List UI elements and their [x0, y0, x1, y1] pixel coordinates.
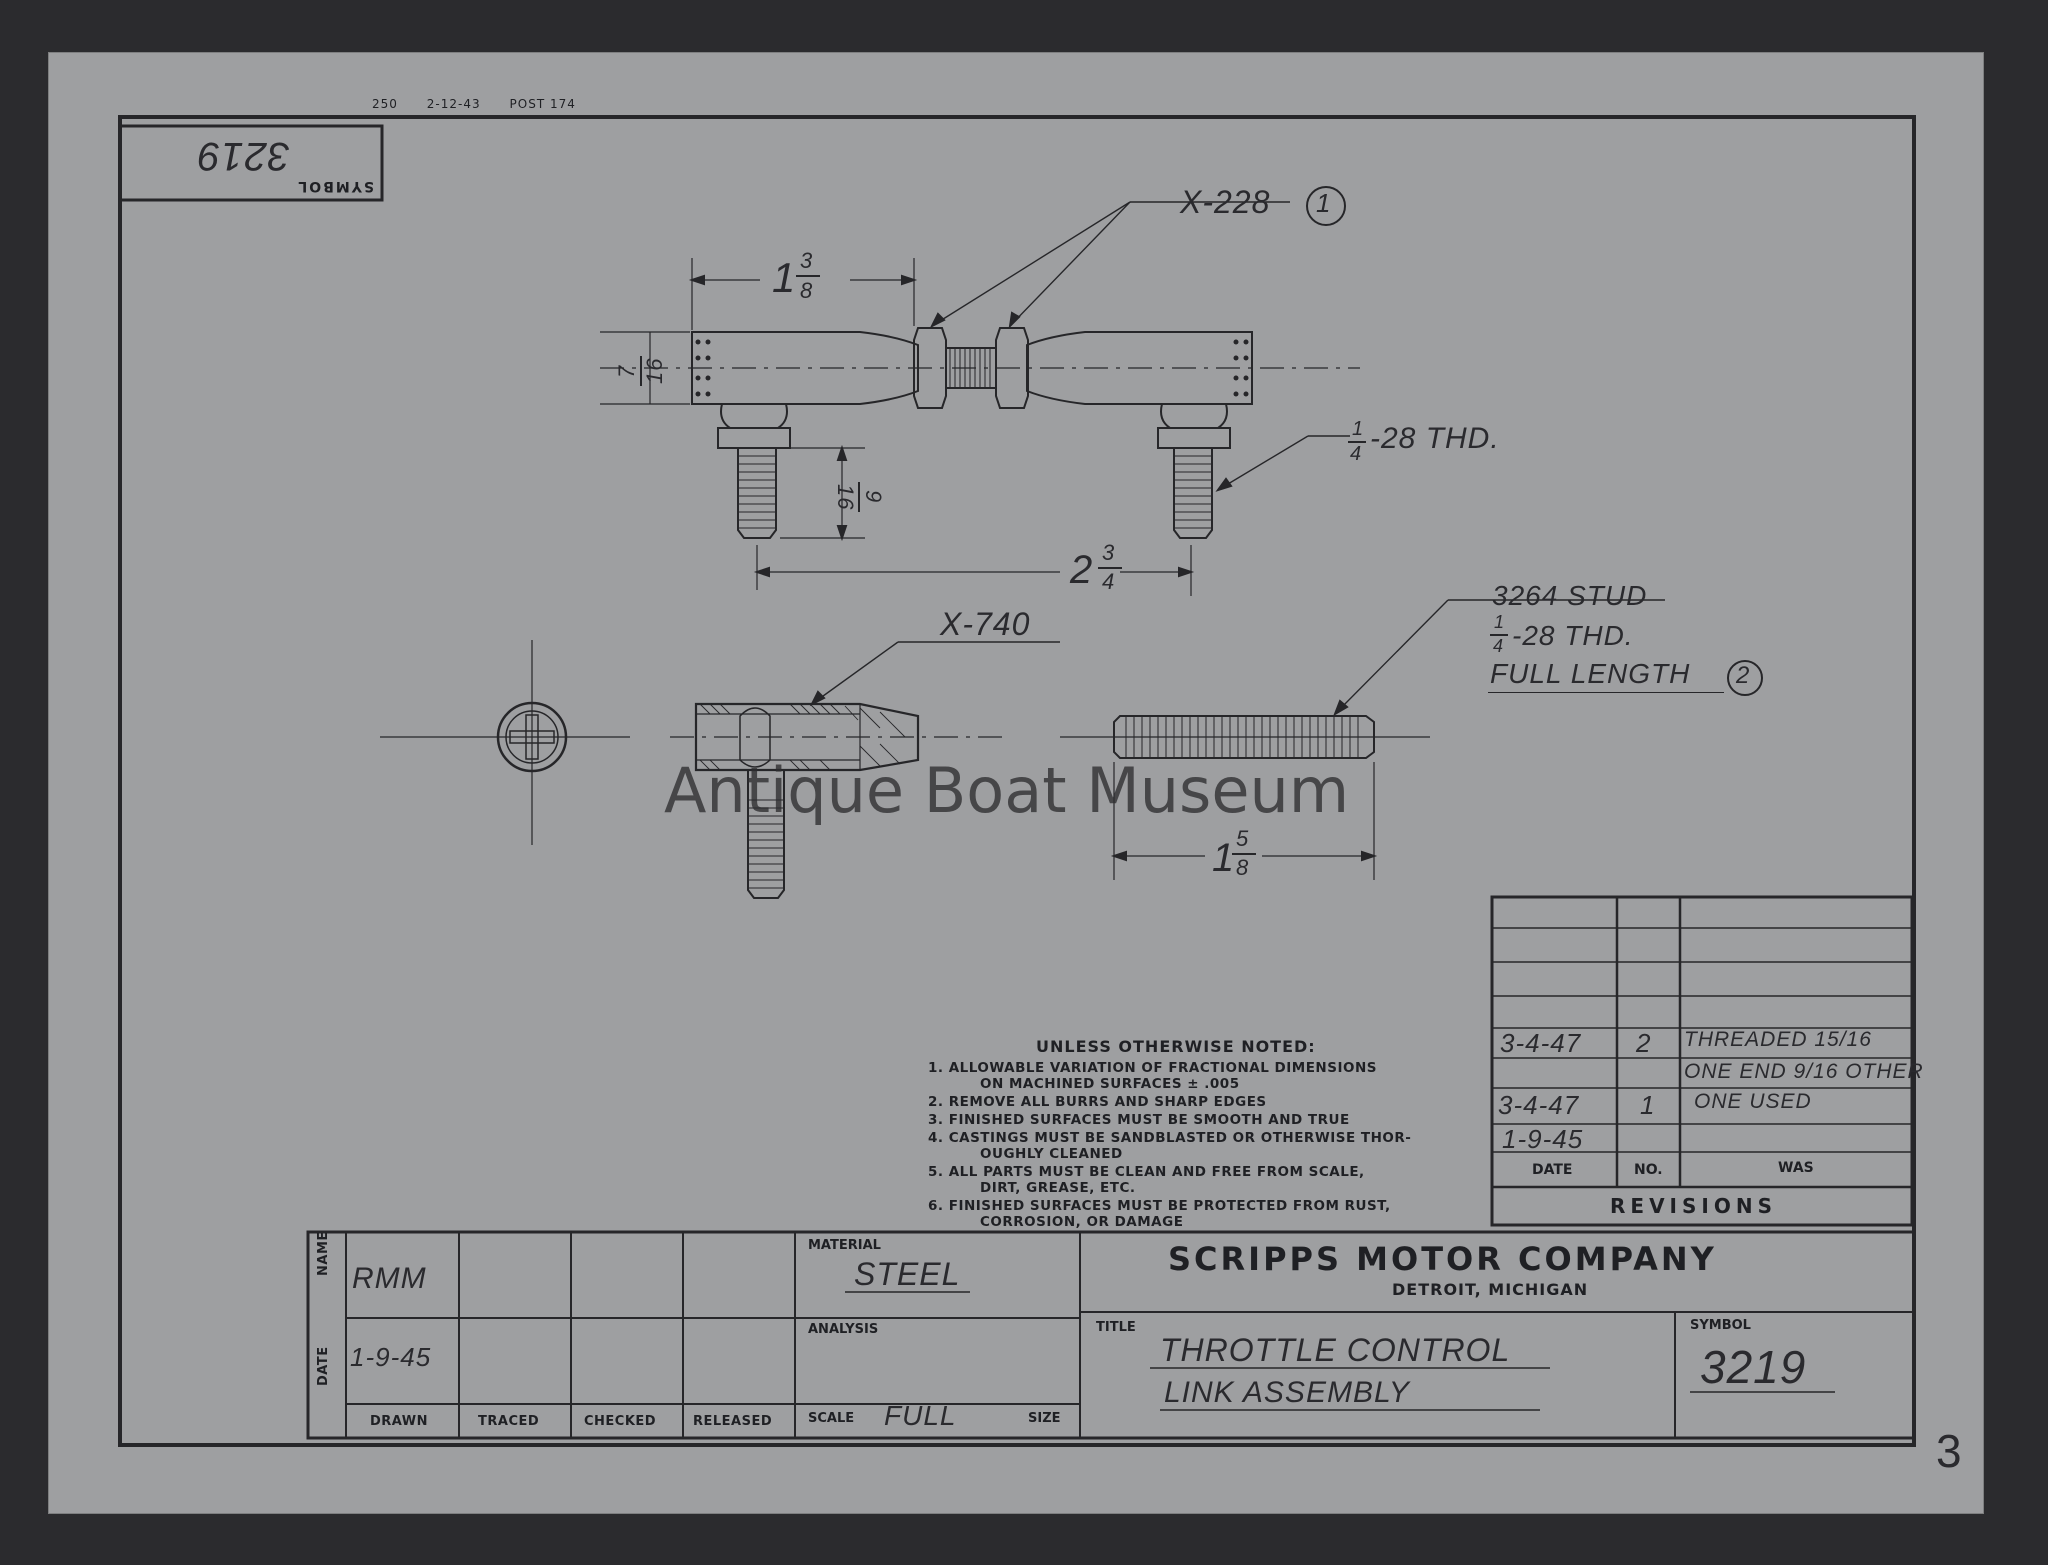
scale-label: SCALE — [808, 1411, 855, 1426]
note-line: 4. CASTINGS MUST BE SANDBLASTED OR OTHERWISE THOR- — [928, 1130, 1412, 1146]
thread-top-spec: -28 THD. — [1370, 422, 1500, 455]
revisions-title: REVISIONS — [1610, 1194, 1777, 1218]
note-line: ON MACHINED SURFACES ± .005 — [980, 1076, 1240, 1092]
col-traced: TRACED — [478, 1414, 540, 1429]
dim-top-den: 8 — [800, 278, 814, 303]
dim-left-num: 7 — [614, 364, 639, 378]
note-line: 1. ALLOWABLE VARIATION OF FRACTIONAL DIMENSIONS — [928, 1060, 1377, 1076]
stud-callout-number: 2 — [1736, 662, 1751, 689]
analysis-label: ANALYSIS — [808, 1322, 879, 1337]
dim-span-num: 3 — [1102, 540, 1116, 565]
revision-date: 3-4-47 — [1500, 1028, 1582, 1058]
dim-left-den: 16 — [642, 357, 667, 384]
stud-thread-spec: -28 THD. — [1512, 620, 1634, 651]
dim-stud-len-den: 8 — [1236, 855, 1250, 880]
scale-value: FULL — [884, 1400, 957, 1431]
symbol-box-label: SYMBOL — [296, 178, 374, 194]
note-line: DIRT, GREASE, ETC. — [980, 1180, 1136, 1196]
dim-stud — [833, 466, 886, 526]
col-drawn: DRAWN — [370, 1414, 428, 1429]
symbol-box-value: 3219 — [197, 134, 290, 178]
dim-stud-fraction-bar — [858, 482, 860, 512]
symbol-label: SYMBOL — [1690, 1318, 1751, 1333]
end-view — [380, 640, 630, 845]
company-name: SCRIPPS MOTOR COMPANY — [1168, 1240, 1717, 1278]
print-post: POST 174 — [509, 97, 576, 111]
stud-thread-num: 1 — [1494, 612, 1506, 632]
revision-number: 2 — [1636, 1028, 1652, 1058]
stud-length: FULL LENGTH — [1490, 658, 1691, 689]
dim-span-den: 4 — [1102, 569, 1116, 594]
revision-date: 1-9-45 — [1502, 1124, 1584, 1154]
company-city: DETROIT, MICHIGAN — [1392, 1280, 1589, 1299]
material-label: MATERIAL — [808, 1238, 881, 1253]
stud-callout-underline — [1488, 692, 1724, 693]
drawn-date: 1-9-45 — [350, 1342, 432, 1372]
revisions-header-was: WAS — [1778, 1160, 1814, 1176]
note-line: OUGHLY CLEANED — [980, 1146, 1123, 1162]
symbol-value: 3219 — [1700, 1341, 1807, 1393]
note-line: 5. ALL PARTS MUST BE CLEAN AND FREE FROM SCALE, — [928, 1164, 1365, 1180]
museum-watermark: Antique Boat Museum — [664, 754, 1350, 827]
print-code: 250 — [372, 97, 398, 111]
dim-stud-num: 9 — [861, 490, 886, 504]
print-stamp — [372, 97, 576, 111]
notes-title: UNLESS OTHERWISE NOTED: — [1036, 1037, 1316, 1056]
material-value: STEEL — [854, 1256, 961, 1292]
revisions-header-no: NO. — [1634, 1162, 1663, 1178]
revision-was: ONE USED — [1694, 1090, 1812, 1113]
revision-date: 3-4-47 — [1498, 1090, 1580, 1120]
drawn-by-name: RMM — [352, 1262, 427, 1295]
drawing-title-line2: LINK ASSEMBLY — [1164, 1376, 1410, 1409]
size-label: SIZE — [1028, 1411, 1061, 1426]
note-line: CORROSION, OR DAMAGE — [980, 1214, 1184, 1230]
notes-list — [928, 1060, 1468, 1230]
dim-span-whole: 2 — [1070, 548, 1094, 592]
title-label: TITLE — [1096, 1320, 1136, 1335]
dim-top-fraction-bar — [796, 275, 820, 277]
symbol-box-content — [124, 128, 380, 198]
drawing-title-line1: THROTTLE CONTROL — [1160, 1332, 1511, 1368]
revision-number: 1 — [1640, 1090, 1656, 1120]
thread-top-num: 1 — [1352, 418, 1365, 440]
dim-top-num: 3 — [800, 248, 814, 273]
link-assembly-view — [600, 202, 1363, 596]
sheet-corner-number: 3 — [1936, 1425, 1963, 1477]
stud-name: 3264 STUD — [1492, 580, 1648, 611]
callout-x228-number: 1 — [1316, 188, 1332, 218]
callout-x228: X-228 — [1180, 184, 1271, 220]
revision-was: ONE END 9/16 OTHER — [1684, 1060, 1924, 1083]
name-label: NAME — [316, 1231, 331, 1276]
print-date: 2-12-43 — [426, 97, 481, 111]
dim-left — [614, 342, 667, 402]
col-released: RELEASED — [693, 1414, 773, 1429]
stud-thread-den: 4 — [1493, 636, 1505, 656]
revisions-header-date: DATE — [1532, 1162, 1573, 1178]
note-line: 3. FINISHED SURFACES MUST BE SMOOTH AND TRUE — [928, 1112, 1350, 1128]
callout-x740: X-740 — [940, 606, 1031, 642]
dim-stud-len-num: 5 — [1236, 826, 1250, 851]
col-checked: CHECKED — [584, 1414, 657, 1429]
dim-stud-den: 16 — [833, 484, 858, 511]
note-line: 6. FINISHED SURFACES MUST BE PROTECTED FROM RUST, — [928, 1198, 1391, 1214]
dim-stud-len-whole: 1 — [1212, 836, 1236, 880]
revision-was: THREADED 15/16 — [1684, 1028, 1872, 1051]
dim-top-whole: 1 — [772, 254, 797, 301]
note-line: 2. REMOVE ALL BURRS AND SHARP EDGES — [928, 1094, 1267, 1110]
thread-top-den: 4 — [1350, 443, 1363, 465]
date-label: DATE — [316, 1346, 331, 1386]
